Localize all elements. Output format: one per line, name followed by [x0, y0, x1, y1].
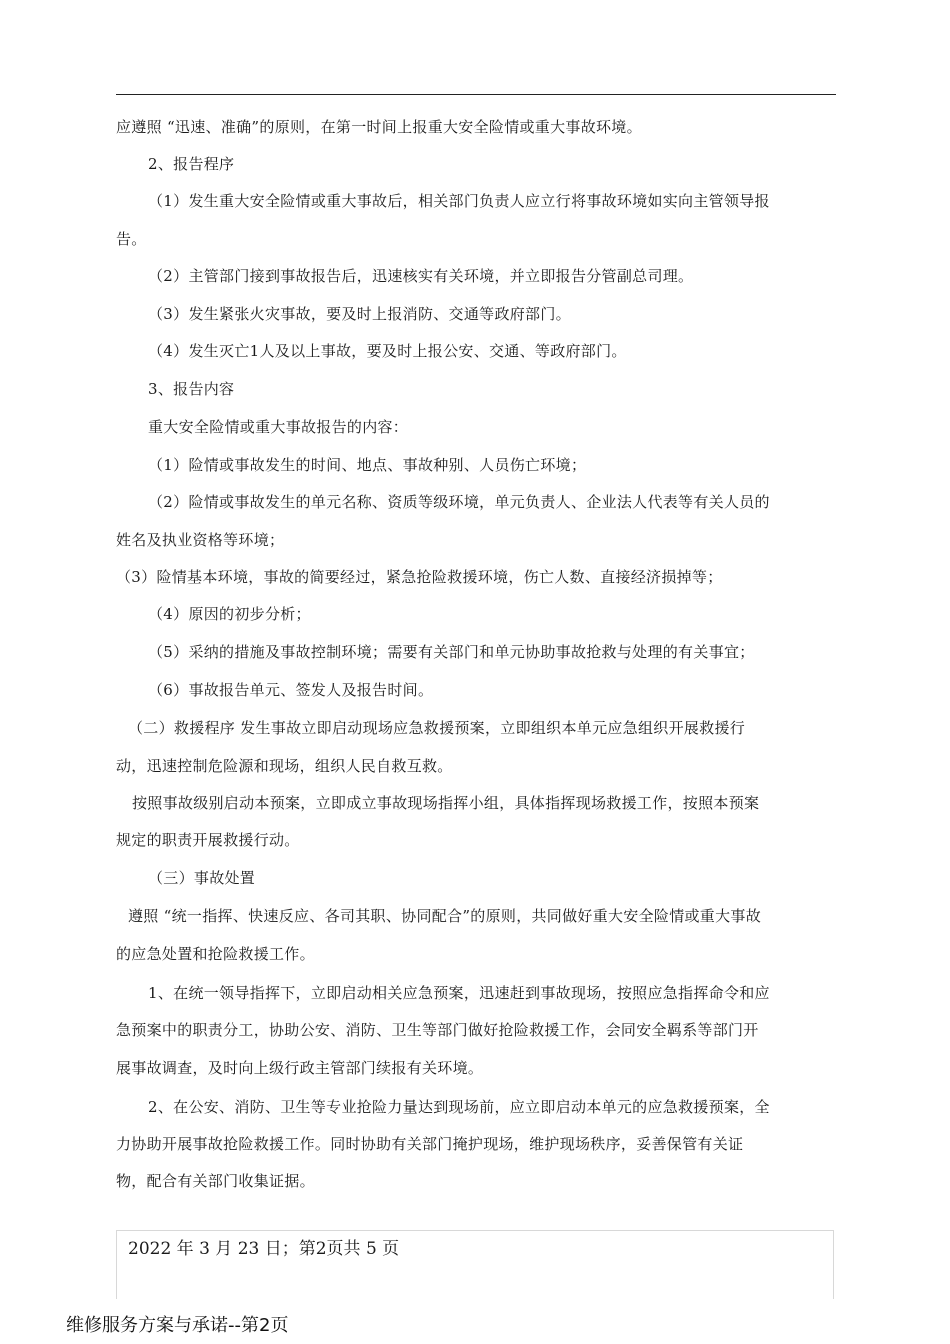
paragraph-line: 展事故调查，及时向上级行政主管部门续报有关环境。	[116, 1059, 484, 1077]
header-rule	[116, 94, 836, 95]
paragraph-line: （1）险情或事故发生的时间、地点、事故种别、人员伤亡环境；	[148, 456, 587, 474]
paragraph-line: 重大安全险情或重大事故报告的内容：	[148, 418, 409, 436]
paragraph-line: （3）发生紧张火灾事故，要及时上报消防、交通等政府部门。	[148, 305, 571, 323]
footer-date-page: 2022 年 3 月 23 日；第2页共 5 页	[128, 1239, 400, 1259]
paragraph-line: 应遵照 “迅速、准确”的原则，在第一时间上报重大安全险情或重大事故环境。	[116, 118, 642, 136]
paragraph-line: 1、在统一领导指挥下，立即启动相关应急预案，迅速赶到事故现场，按照应急指挥命令和应	[148, 984, 770, 1002]
paragraph-line: （1）发生重大安全险情或重大事故后，相关部门负责人应立行将事故环境如实向主管领导报	[148, 192, 770, 210]
section-heading: （二）救援程序 发生事故立即启动现场应急救援预案，立即组织本单元应急组织开展救援行	[128, 719, 746, 737]
paragraph-line: （5）采纳的措施及事故控制环境；需要有关部门和单元协助事故抢救与处理的有关事宜；	[148, 643, 755, 661]
paragraph-line: 告。	[116, 230, 147, 248]
paragraph-line: （2）险情或事故发生的单元名称、资质等级环境，单元负责人、企业法人代表等有关人员的	[148, 493, 770, 511]
section-heading: 3、报告内容	[148, 380, 235, 398]
paragraph-line: （2）主管部门接到事故报告后，迅速核实有关环境，并立即报告分管副总司理。	[148, 267, 694, 285]
paragraph-line: （4）发生灭亡1人及以上事故，要及时上报公安、交通、等政府部门。	[148, 342, 627, 360]
paragraph-line: 规定的职责开展救援行动。	[116, 831, 300, 849]
paragraph-line: 急预案中的职责分工，协助公安、消防、卫生等部门做好抢险救援工作，会同安全羁系等部门开	[116, 1021, 759, 1039]
paragraph-line: （3）险情基本环境，事故的简要经过，紧急抢险救援环境，伤亡人数、直接经济损掉等；	[116, 568, 723, 586]
paragraph-line: 物，配合有关部门收集证据。	[116, 1172, 315, 1190]
section-heading: 2、报告程序	[148, 155, 235, 173]
paragraph-line: 2、在公安、消防、卫生等专业抢险力量达到现场前，应立即启动本单元的应急救援预案，全	[148, 1098, 770, 1116]
paragraph-line: 动，迅速控制危险源和现场，组织人民自救互救。	[116, 757, 453, 775]
section-heading: （三）事故处置	[148, 869, 256, 887]
paragraph-line: （4）原因的初步分析；	[148, 605, 311, 623]
paragraph-line: 按照事故级别启动本预案，立即成立事故现场指挥小组，具体指挥现场救援工作，按照本预案	[132, 794, 760, 812]
bottom-document-title: 维修服务方案与承诺--第2页	[66, 1315, 289, 1336]
paragraph-line: 的应急处置和抢险救援工作。	[116, 945, 315, 963]
paragraph-line: （6）事故报告单元、签发人及报告时间。	[148, 681, 434, 699]
paragraph-line: 力协助开展事故抢险救援工作。同时协助有关部门掩护现场，维护现场秩序，妥善保管有关证	[116, 1135, 744, 1153]
paragraph-line: 遵照 “统一指挥、快速反应、各司其职、协同配合”的原则，共同做好重大安全险情或重大事故	[128, 907, 762, 925]
paragraph-line: 姓名及执业资格等环境；	[116, 531, 285, 549]
